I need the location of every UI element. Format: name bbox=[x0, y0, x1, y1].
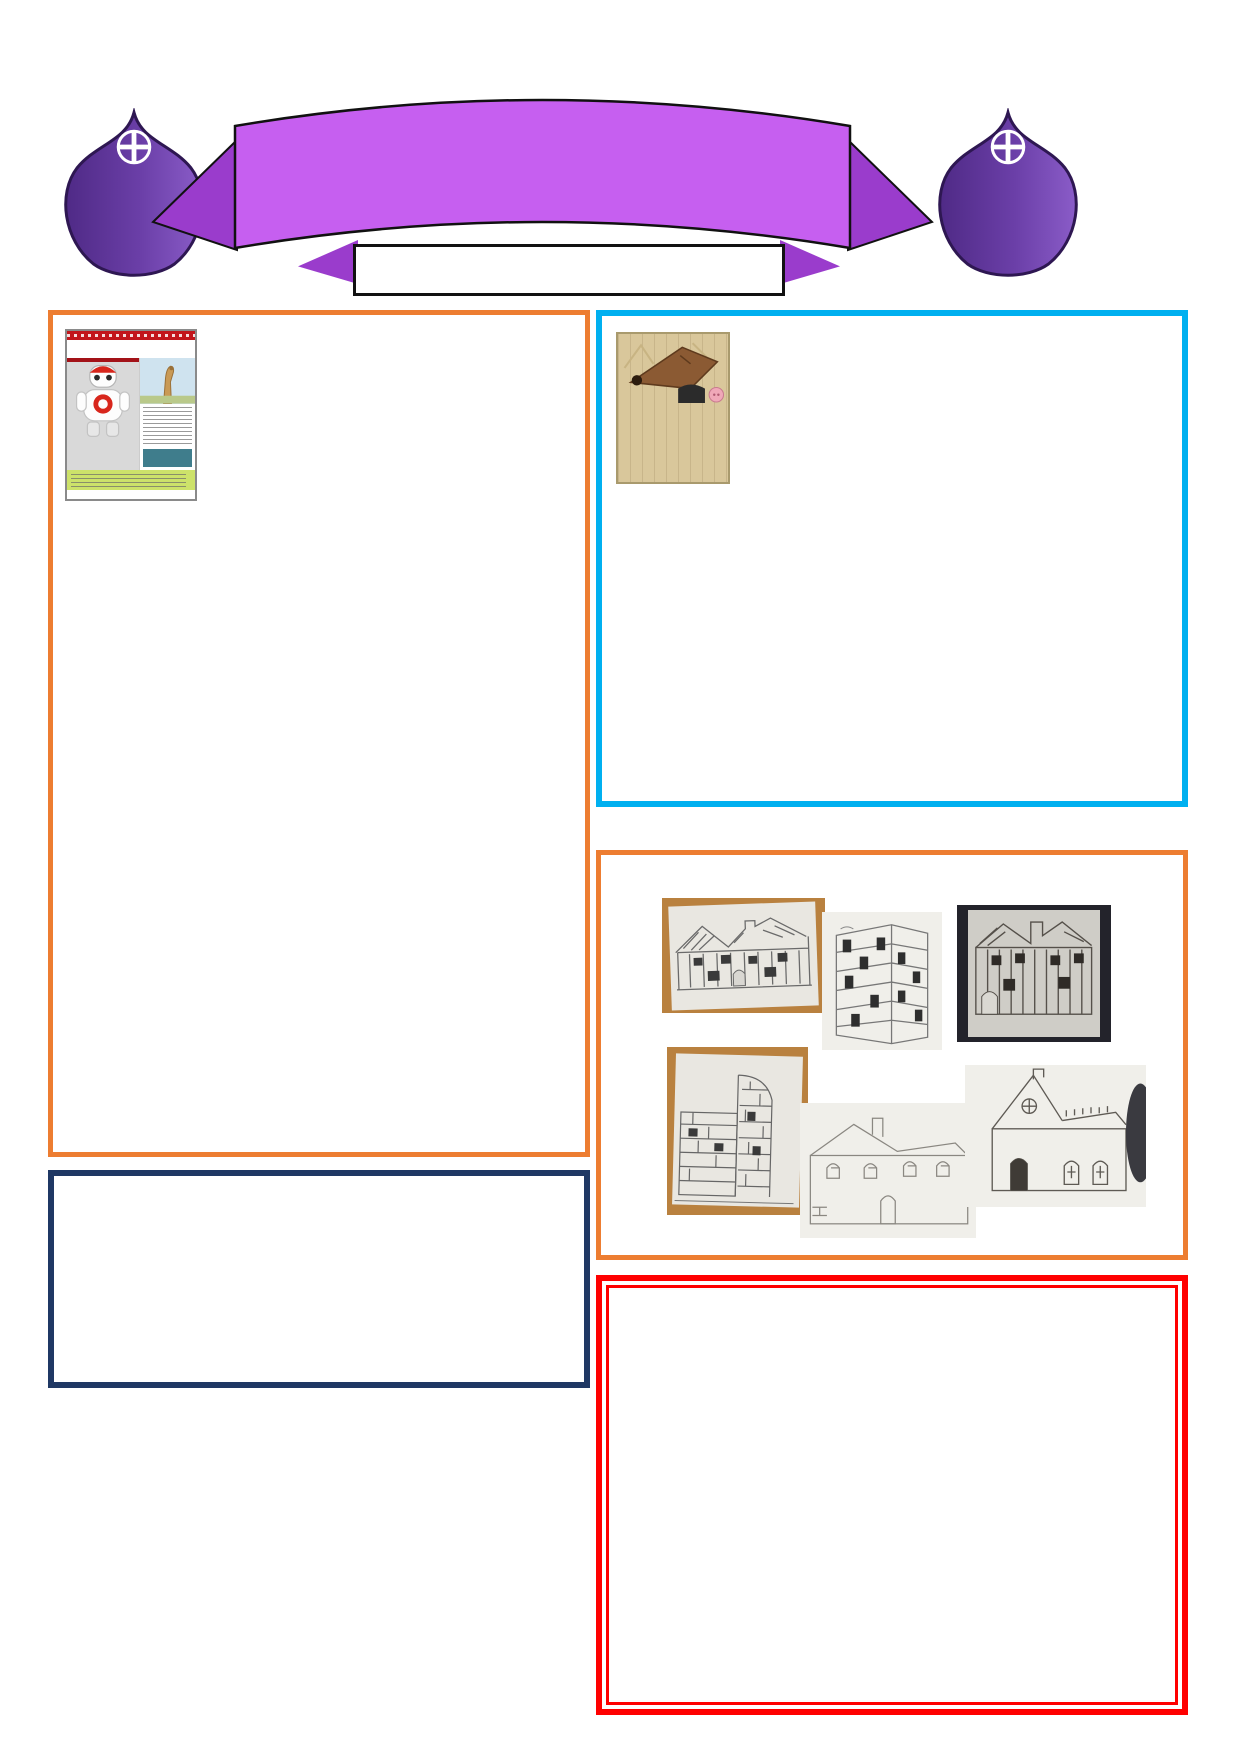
book-credits bbox=[618, 408, 728, 410]
title-ribbon bbox=[145, 70, 940, 270]
building-drawing-photo bbox=[662, 898, 825, 1013]
drawings-section bbox=[596, 850, 1188, 1260]
super-stars-section bbox=[80, 1444, 550, 1460]
giraffe-photo bbox=[140, 358, 195, 404]
ribbon-fold-left bbox=[153, 140, 237, 250]
building-drawing-photo bbox=[800, 1103, 976, 1238]
building-drawing-photo bbox=[667, 1047, 808, 1215]
ribbon-fold-right bbox=[848, 140, 932, 250]
firstnews-topbar bbox=[67, 331, 195, 340]
text-lines-placeholder bbox=[143, 407, 192, 446]
building-drawing-photo bbox=[965, 1065, 1146, 1207]
dates-section bbox=[596, 1275, 1188, 1715]
three-little-pigs-book-cover bbox=[616, 332, 730, 484]
ribbon-band bbox=[235, 100, 850, 248]
dates-inner-frame bbox=[606, 1285, 1178, 1705]
wolf-snout-illustration bbox=[618, 337, 728, 403]
firstnews-footer bbox=[67, 470, 195, 490]
star-border bbox=[8, 1386, 612, 1754]
school-logo bbox=[924, 108, 1092, 288]
firstnews-cover-image bbox=[65, 329, 197, 501]
issue-date bbox=[353, 244, 785, 296]
building-drawing-photo bbox=[957, 905, 1111, 1042]
building-drawing-photo bbox=[822, 912, 942, 1050]
robot-icon bbox=[67, 362, 139, 439]
this-week-section bbox=[48, 310, 590, 1157]
photo-placeholder bbox=[143, 449, 192, 467]
next-week-section bbox=[596, 310, 1188, 807]
attendance-section bbox=[48, 1170, 590, 1388]
